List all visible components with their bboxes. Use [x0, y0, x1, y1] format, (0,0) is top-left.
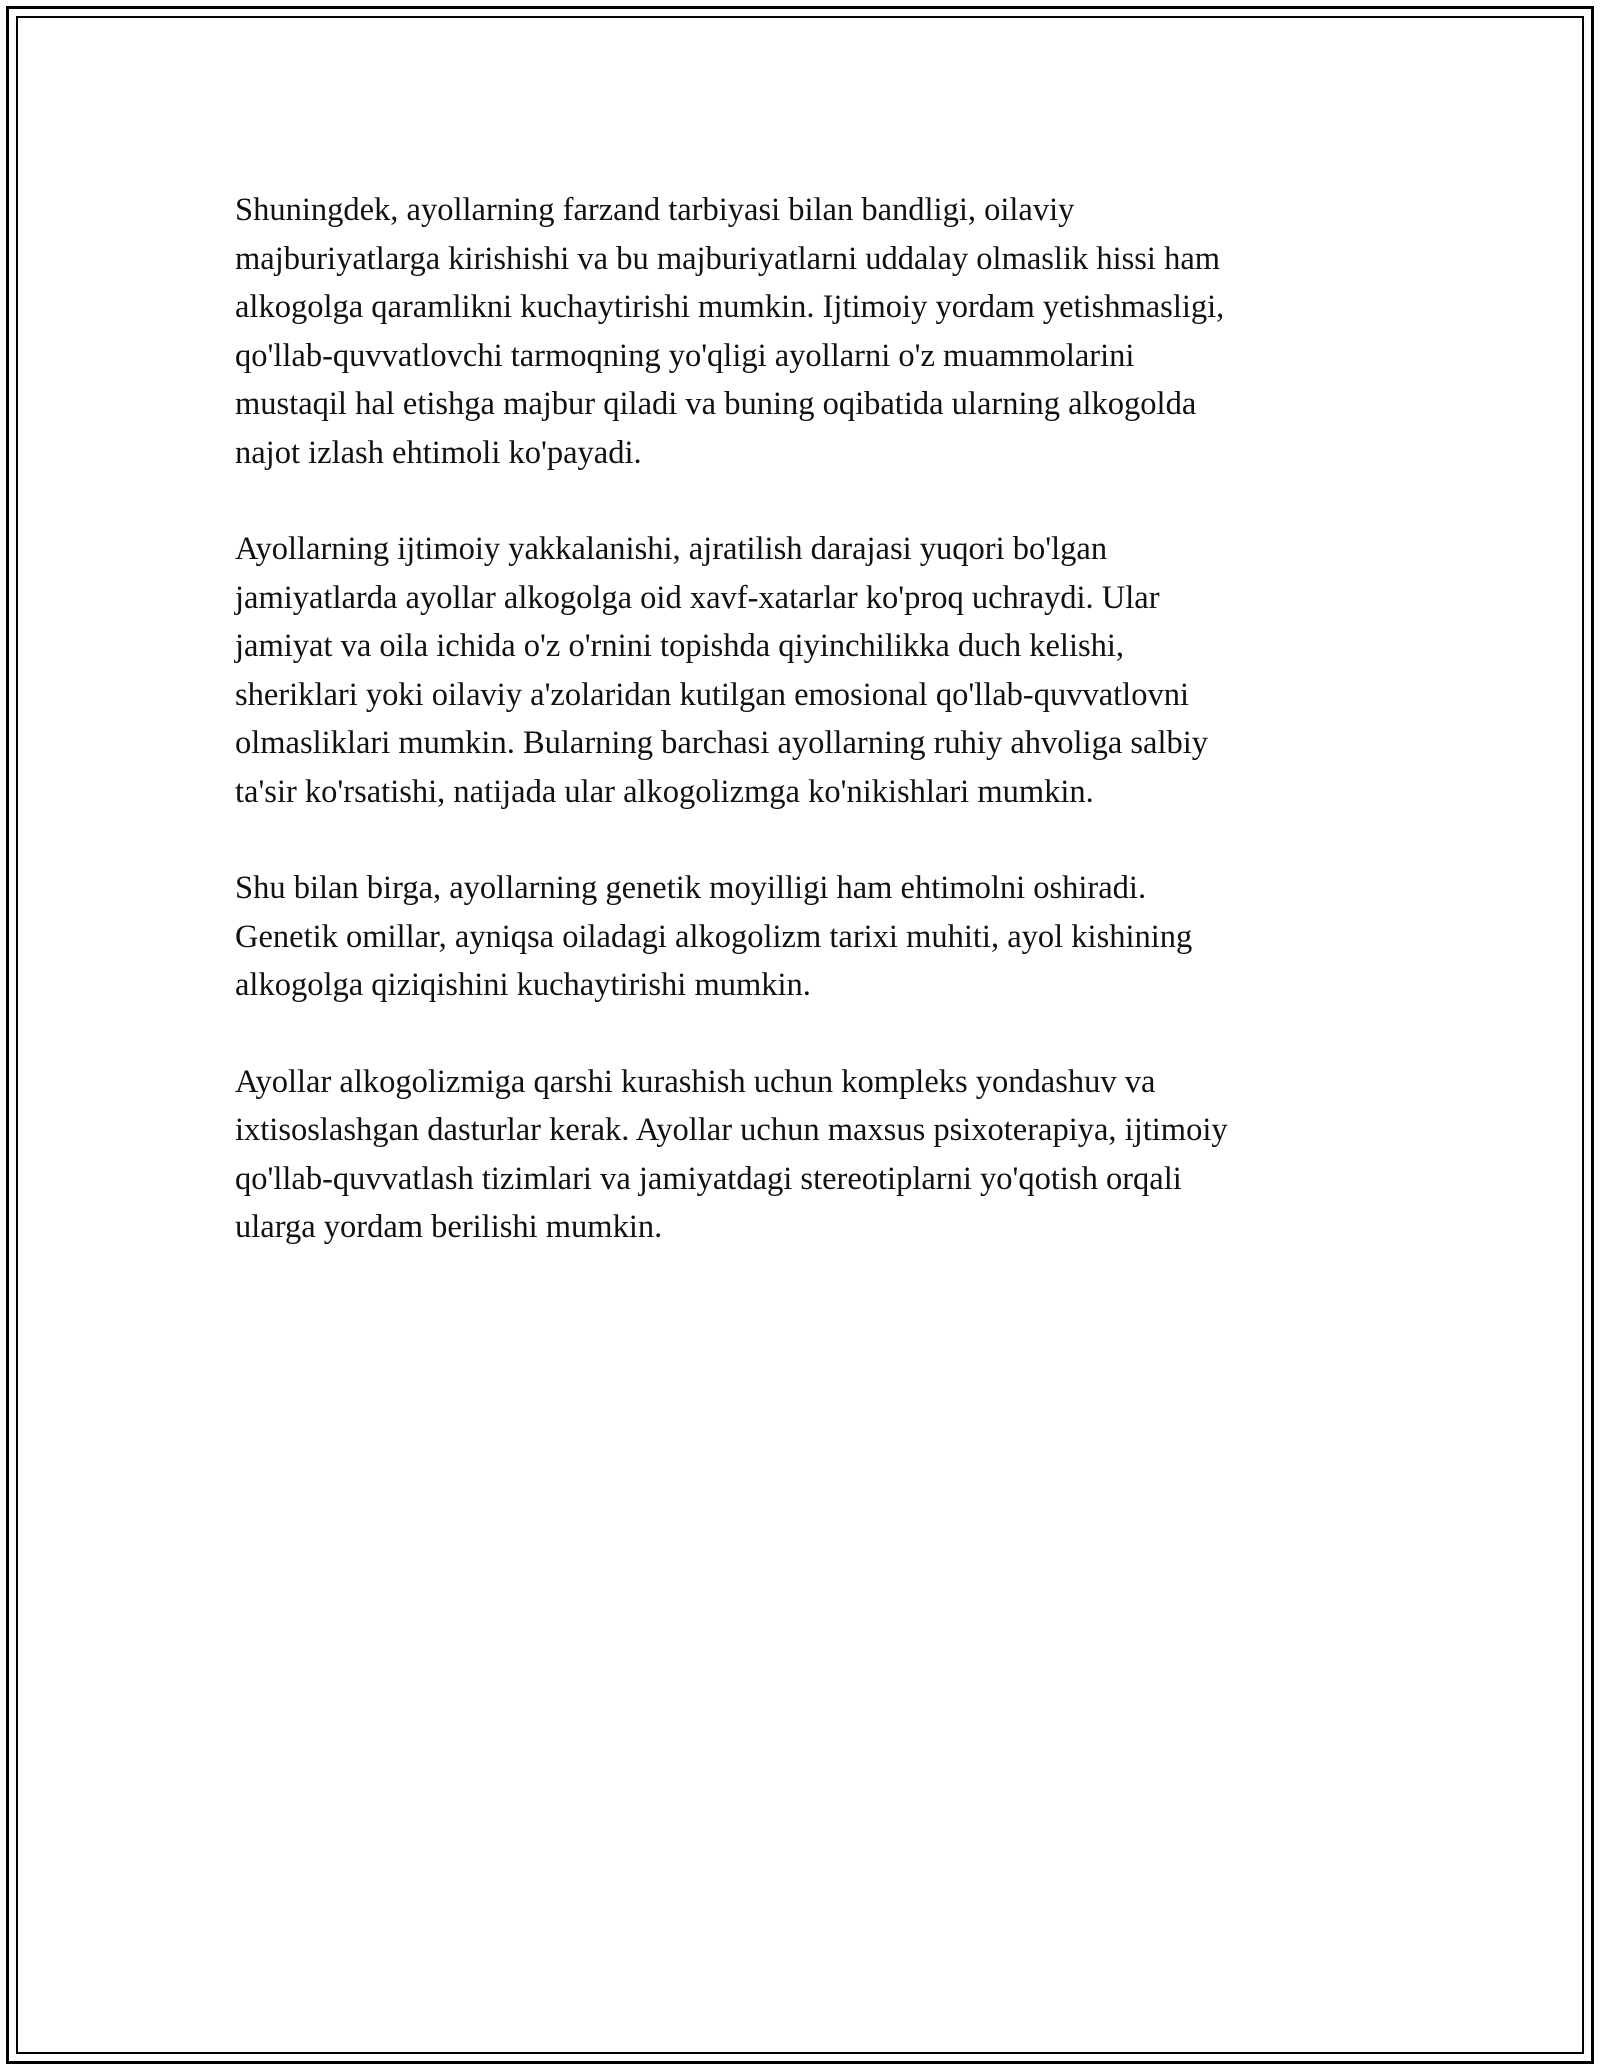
paragraph-1: Shuningdek, ayollarning farzand tarbiyasi bilan bandligi, oilaviy majburiyatlarga kirishishi va bu majburiyatlarni uddalay olmaslik hissi ham alkogolga qaramlikni kuchaytirishi mumkin. Ijtimoiy yordam yetishmasligi, qo'llab-quvvatlovchi tarmoqning yo'qligi ayollarni o'z muammolarini mustaqil hal etishga majbur qiladi va buning oqibatida ularning alkogolda najot izlash ehtimoli ko'payadi.	[235, 192, 1225, 471]
paragraph-3: Shu bilan birga, ayollarning genetik moyilligi ham ehtimolni oshiradi. Genetik omillar, ayniqsa oiladagi alkogolizm tarixi muhiti, ayol kishining alkogolga qiziqishini kuchaytirishi mumkin.	[235, 870, 1193, 1003]
paragraph-4: Ayollar alkogolizmiga qarshi kurashish uchun kompleks yondashuv va ixtisoslashgan dasturlar kerak. Ayollar uchun maxsus psixoterapiya, ijtimoiy qo'llab-quvvatlash tizimlari va jamiyatdagi stereotiplarni yo'qotish orqali ularga yordam berilishi mumkin.	[235, 1063, 1228, 1245]
document-body	[235, 186, 1370, 1300]
paragraph-2: Ayollarning ijtimoiy yakkalanishi, ajratilish darajasi yuqori bo'lgan jamiyatlarda ayollar alkogolga oid xavf-xatarlar ko'proq uchraydi. Ular jamiyat va oila ichida o'z o'rnini topishda qiyinchilikka duch kelishi, sheriklari yoki oilaviy a'zolaridan kutilgan emosional qo'llab-quvvatlovni olmasliklari mumkin. Bularning barchasi ayollarning ruhiy ahvoliga salbiy ta'sir ko'rsatishi, natijada ular alkogolizmga ko'nikishlari mumkin.	[235, 531, 1209, 810]
